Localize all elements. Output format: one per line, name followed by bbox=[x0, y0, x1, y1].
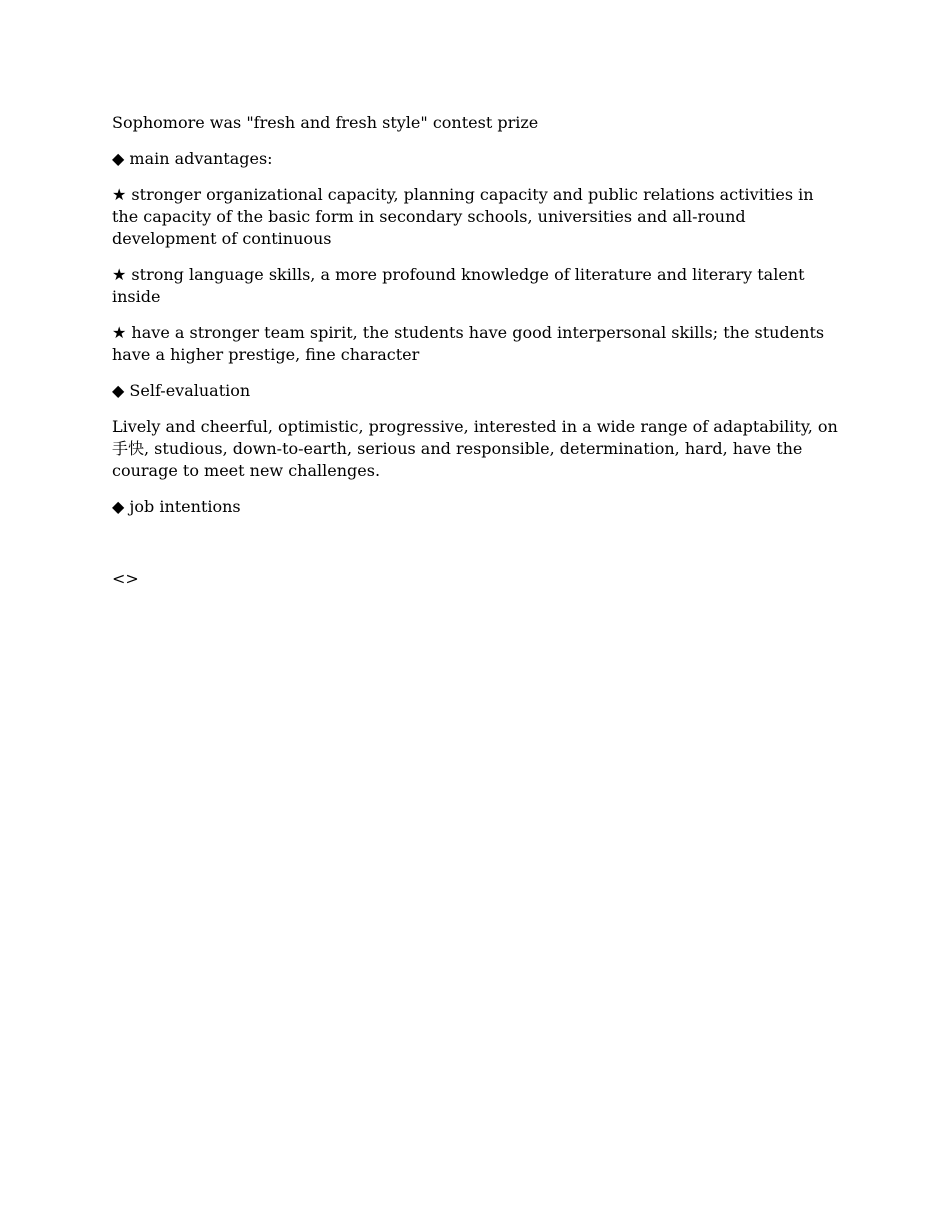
self-evaluation-heading-text: Self-evaluation bbox=[124, 381, 251, 400]
self-evaluation-heading bbox=[112, 380, 842, 402]
award-line-text: Sophomore was "fresh and fresh style" contest prize bbox=[112, 113, 539, 132]
diamond-bullet-icon: ◆ bbox=[112, 149, 125, 168]
diamond-bullet-icon: ◆ bbox=[112, 497, 125, 516]
job-intentions-heading-text: job intentions bbox=[124, 497, 241, 516]
advantage-item bbox=[112, 184, 842, 250]
advantage-item-text: have a stronger team spirit, the students have good interpersonal skills; the students have a higher prestige, fine character bbox=[112, 323, 825, 364]
star-bullet-icon: ★ bbox=[112, 185, 127, 204]
main-advantages-heading bbox=[112, 148, 842, 170]
document-body bbox=[112, 112, 842, 604]
star-bullet-icon: ★ bbox=[112, 323, 127, 342]
self-evaluation-body bbox=[112, 416, 842, 482]
star-bullet-icon: ★ bbox=[112, 265, 127, 284]
blank-space bbox=[112, 532, 842, 568]
advantage-item bbox=[112, 264, 842, 308]
job-intentions-heading bbox=[112, 496, 842, 518]
footer-marker bbox=[112, 568, 842, 590]
advantage-item bbox=[112, 322, 842, 366]
footer-marker-text: <> bbox=[112, 569, 139, 588]
diamond-bullet-icon: ◆ bbox=[112, 381, 125, 400]
award-line bbox=[112, 112, 842, 134]
main-advantages-heading-text: main advantages: bbox=[124, 149, 273, 168]
advantage-item-text: strong language skills, a more profound knowledge of literature and literary talent inside bbox=[112, 265, 805, 306]
advantage-item-text: stronger organizational capacity, planning capacity and public relations activities in the capacity of the basic form in secondary schools, universities and all-round development of continuous bbox=[112, 185, 814, 248]
self-evaluation-body-text: Lively and cheerful, optimistic, progressive, interested in a wide range of adaptability, on 手快, studious, down-to-earth, serious and responsible, determination, hard, have the courage to meet new challenges. bbox=[112, 417, 838, 480]
